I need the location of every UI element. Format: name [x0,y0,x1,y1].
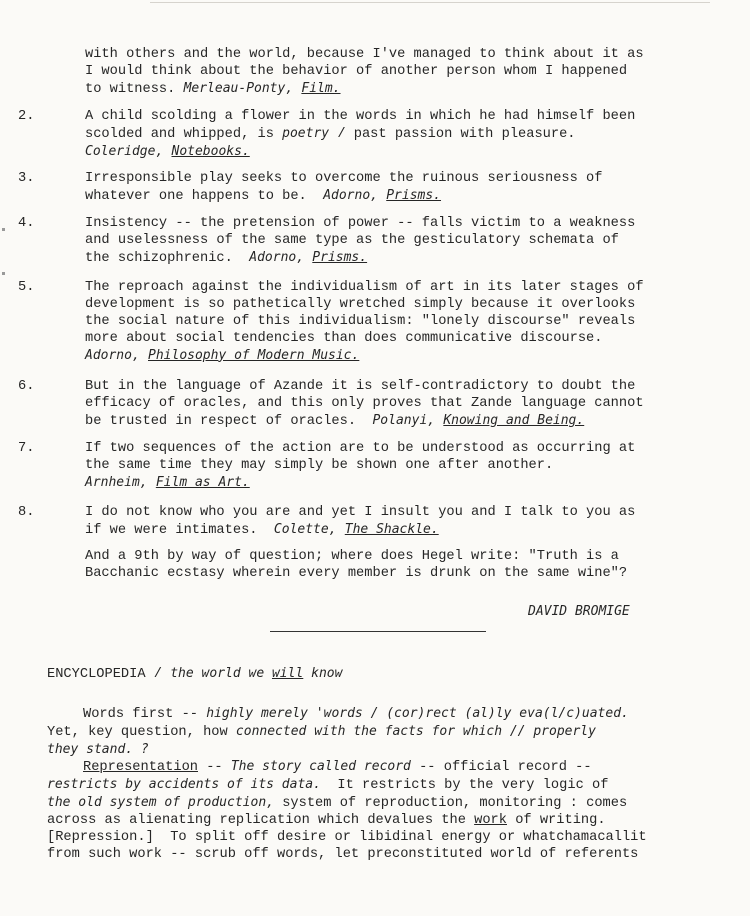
text-line: the schizophrenic. [85,250,250,266]
quote-item [85,216,635,268]
heading-title: ENCYCLOPEDIA [47,667,146,682]
section-heading [47,666,342,684]
text-line: development is so pathetically wretched simply because it overlooks [85,296,636,312]
text-line: / past passion with pleasure. [329,126,576,142]
citation-work: Philosophy of Modern Music. [148,347,360,363]
margin-mark [2,228,5,231]
citation-work: Notebooks. [171,143,250,159]
text-line: with others and the world, because I've managed to think about it as [85,47,644,62]
text-run: Words first -- [83,707,207,722]
citation-author: Arnheim, [85,474,148,490]
quote-item [85,441,635,493]
citation-author: Adorno, [249,249,305,265]
heading-slash: / [145,667,171,682]
text-run: Yet, key question, how [47,724,236,740]
text-line: [Repression.] To split off desire or libidinal energy or whatchamacallit [47,829,647,845]
item-number: 5. [18,280,35,295]
citation-author: Coleridge, [85,143,164,159]
citation-work: Film as Art. [155,474,250,490]
text-run: system of reproduction, monitoring : comes [273,795,628,811]
item-number: 3. [18,171,35,186]
quote-item [85,505,635,540]
citation-author: Merleau-Ponty, [183,80,294,96]
italic-word: poetry [282,125,330,141]
text-line: if we were intimates. [85,522,274,538]
heading-subtitle: know [303,666,343,681]
citation-author: Polanyi, [372,412,436,428]
text-line: I do not know who you are and yet I insult you and I talk to you as [85,505,636,520]
margin-mark [2,272,5,275]
italic-run: connected with the facts for which // properly [235,723,596,739]
item-number: 6. [18,379,35,394]
text-line: be trusted in respect of oracles. [85,413,373,429]
text-run: across as alienating replication which devalues the [47,812,475,828]
text-line: But in the language of Azande it is self-contradictory to doubt the [85,379,636,394]
heading-subtitle: the world we [170,666,272,681]
encyclopedia-paragraph [47,759,647,863]
item-number: 8. [18,505,35,520]
text-line: from such work -- scrub off words, let preconstituted world of referents [47,846,639,862]
quote-item [85,379,644,431]
section-divider [270,631,486,632]
author-signature: DAVID BROMIGE [528,604,630,619]
underlined-term: Representation [83,760,198,775]
item-number: 2. [18,109,35,124]
encyclopedia-paragraph [47,706,629,760]
item-number: 4. [18,216,35,231]
quote-item [85,280,644,366]
text-line: Insistency -- the pretension of power -- falls victim to a weakness [85,216,636,231]
citation-work: The Shackle. [344,521,439,537]
text-run: of writing. [506,812,606,828]
citation-work: Prisms. [386,187,442,203]
citation-work: Film. [301,80,341,96]
quote-item [85,109,635,162]
text-line: whatever one happens to be. [85,188,324,204]
italic-run: restricts by accidents of its data. [47,776,321,792]
quote-item [85,171,602,206]
text-line: to witness. [85,81,184,97]
page-top-rule [150,2,710,3]
text-run: It restricts by the very logic of [320,777,609,793]
text-line: If two sequences of the action are to be understood as occurring at [85,441,636,456]
text-line: The reproach against the individualism of art in its later stages of [85,280,644,295]
text-line: I would think about the behavior of another person whom I happened [85,63,628,79]
intro-paragraph [85,47,644,99]
citation-work: Knowing and Being. [443,412,585,428]
citation-author: Adorno, [323,187,378,203]
citation-author: Adorno, [85,347,140,363]
italic-run: The story called record [230,759,411,774]
citation-author: Colette, [273,521,337,537]
text-line: scolded and whipped, is [85,126,283,142]
text-line: A child scolding a flower in the words in which he had himself been [85,109,636,124]
text-line: And a 9th by way of question; where does Hegel write: "Truth is a [85,549,619,564]
text-line: more about social tendencies than does communicative discourse. [85,330,603,346]
italic-run: they stand. ? [47,741,149,757]
text-line: the same time they may simply be shown one after another. [85,457,554,473]
text-run: -- [198,760,231,775]
item-number: 7. [18,441,35,456]
text-run: -- official record -- [410,760,592,775]
text-line: Irresponsible play seeks to overcome the ruinous seriousness of [85,171,603,186]
ninth-question [85,549,627,583]
text-line: the social nature of this individualism: "lonely discourse" reveals [85,313,636,329]
underlined-term: work [474,812,507,828]
citation-work: Prisms. [312,249,368,265]
text-line: efficacy of oracles, and this only proves that Zande language cannot [85,395,644,411]
text-line: and uselessness of the same type as the gesticulatory schemata of [85,232,619,248]
italic-run: highly merely 'words / (cor)rect (al)ly eva(l/c)uated. [206,706,629,721]
text-line: Bacchanic ecstasy wherein every member is drunk on the same wine"? [85,565,628,581]
heading-subtitle-underlined: will [271,666,304,681]
italic-run: the old system of production, [47,794,274,810]
